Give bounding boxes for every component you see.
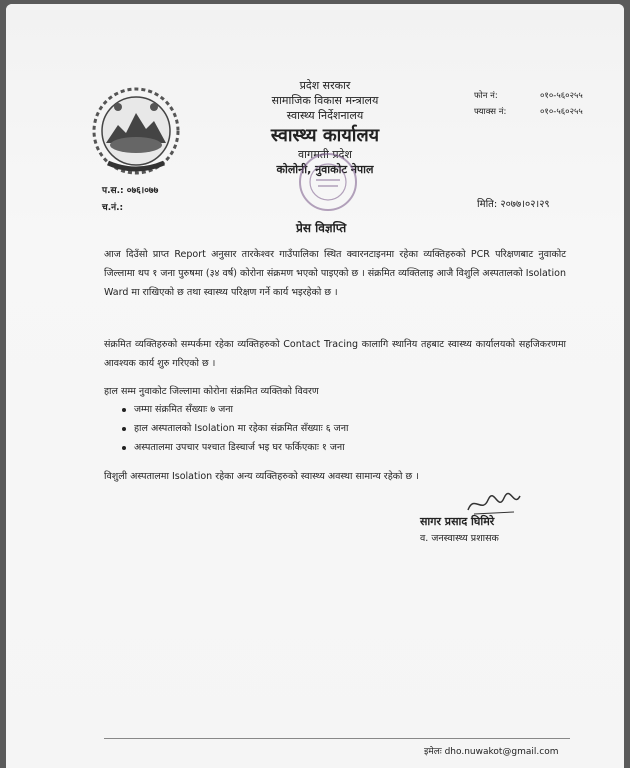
bullet-text: हाल अस्पतालको Isolation मा रहेका संक्रमित सँख्याः ६ जना: [134, 423, 349, 434]
phone-label: फोन नं:: [474, 91, 498, 101]
fax-label: फ्याक्स नं:: [474, 107, 507, 117]
directorate-line: स्वास्थ्य निर्देशनालय: [286, 109, 364, 122]
paragraph-4: विशुली अस्पतालमा Isolation रहेका अन्य व्यक्तिहरुको स्वास्थ्य अवस्था सामान्य रहेको छ ।: [104, 471, 419, 482]
footer-divider: [104, 738, 570, 739]
bullet-text: जम्मा संक्रमित सँख्याः ७ जना: [134, 404, 233, 415]
signatory-name: सागर प्रसाद घिमिरे: [420, 515, 495, 528]
signatory-title: व. जनस्वास्थ्य प्रशासक: [420, 533, 499, 544]
dispatch-number: च.नं.:: [102, 203, 124, 213]
bullet-icon: [122, 446, 126, 450]
bullet-item: [122, 401, 233, 419]
bullet-item: [122, 420, 348, 438]
contact-block: [474, 88, 583, 120]
province-line: वागमती प्रदेश: [298, 148, 352, 161]
ministry-line: सामाजिक विकास मन्त्रालय: [271, 94, 379, 107]
letter-date: मिति: २०७७।०२।२९: [477, 199, 550, 210]
bullet-icon: [122, 427, 126, 431]
paragraph-3: हाल सम्म नुवाकोट जिल्लामा कोरोना संक्रमित व्यक्तिको विवरण: [104, 386, 319, 397]
fax-number: ०१०-५६०२५५: [540, 107, 583, 117]
paragraph-1: आज दिउँसो प्राप्त Report अनुसार तारकेश्वर गाउँपालिका स्थित क्वारनटाइनमा रहेका व्यक्तिहरुको PCR परिक्षणबाट नुवाकोट जिल्लामा थप १ जना पुरुषमा (३४ वर्ष) कोरोना संक्रमण भएको पाइएको छ । संक्रमित व्यक्तिलाइ आजै विशुलि अस्पतालको Isolation Ward मा राखिएको छ तथा स्वास्थ्य परिक्षण गर्ने कार्य भइरहेको छ ।: [104, 249, 566, 298]
press-release-title: प्रेस विज्ञप्ति: [296, 221, 347, 235]
paragraph-2: संक्रमित व्यक्तिहरुको सम्पर्कमा रहेका व्यक्तिहरुको Contact Tracing कालागि स्थानिय तहबाट स्वास्थ्य कार्यालयको सहजिकरणमा आवश्यक कार्य शुरु गरिएको छ ।: [104, 339, 566, 369]
footer-email: इमेलः dho.nuwakot@gmail.com: [424, 747, 559, 757]
bullet-icon: [122, 408, 126, 412]
address-line: कोलोनी, नुवाकोट नेपाल: [276, 163, 374, 176]
phone-number: ०१०-५६०२५५: [540, 91, 583, 101]
fiscal-year: प.स.: ०७६।०७७: [102, 186, 159, 196]
government-line: प्रदेश सरकार: [299, 79, 351, 92]
office-name: स्वास्थ्य कार्यालय: [270, 125, 380, 146]
bullet-item: [122, 439, 345, 457]
bullet-text: अस्पतालमा उपचार पश्चात डिस्चार्ज भइ घर फर्किएकाः १ जना: [134, 442, 345, 453]
reference-block: [102, 183, 158, 217]
office-stamp-icon: [296, 150, 360, 214]
nepal-emblem-icon: [88, 85, 184, 177]
